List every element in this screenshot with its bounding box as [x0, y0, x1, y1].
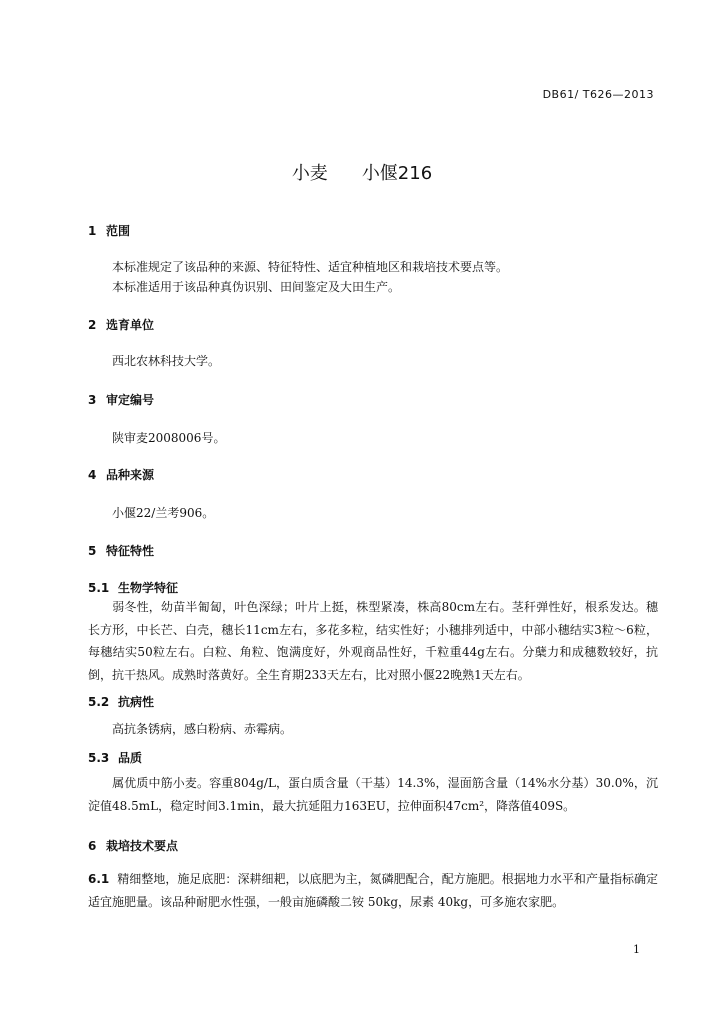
- section-number: 2: [88, 318, 97, 332]
- subsection-number: 6.1: [88, 872, 110, 886]
- page-title: [0, 159, 724, 185]
- body-paragraph: [88, 718, 658, 741]
- section-title: 栽培技术要点: [106, 839, 179, 853]
- subsection-heading-5-3: [88, 749, 142, 766]
- paragraph-text: 高抗条锈病，感白粉病、赤霉病。: [112, 722, 293, 736]
- body-line: 本标准适用于该品种真伪识别、田间鉴定及大田生产。: [112, 280, 401, 294]
- paragraph-text: 属优质中筋小麦。容重804g/L，蛋白质含量（干基）14.3%，湿面筋含量（14%水分基）30.0%，沉淀值48.5mL，稳定时间3.1min，最大抗延阻力163EU，拉伸面积47cm²，降落值409S。: [88, 776, 658, 813]
- body-line: 西北农林科技大学。: [112, 354, 221, 368]
- section-title: 品种来源: [106, 468, 155, 482]
- section-number: 6: [88, 839, 97, 853]
- section-number: 5: [88, 544, 97, 558]
- section-number: 4: [88, 468, 97, 482]
- subsection-number: 5.2: [88, 695, 110, 709]
- section-heading-2: [88, 316, 154, 333]
- section-title: 选育单位: [106, 318, 155, 332]
- subsection-title: 品质: [118, 751, 143, 765]
- body-line: 陕审麦2008006号。: [112, 431, 226, 445]
- body-line: 小偃22/兰考906。: [112, 506, 215, 520]
- section-heading-4: [88, 466, 154, 483]
- subsection-number: 5.3: [88, 751, 110, 765]
- paragraph-text: 深耕细耙，以底肥为主，氮磷肥配合，配方施肥。根据地力水平和产量指标确定适宜施肥量。该品种耐肥水性强，一般亩施磷酸二铵 50kg，尿素 40kg，可多施农家肥。: [88, 872, 658, 909]
- section-heading-1: [88, 222, 130, 239]
- title-crop: 小麦: [291, 163, 328, 184]
- section-heading-3: [88, 391, 154, 408]
- section-title: 审定编号: [106, 393, 155, 407]
- paragraph-text: 弱冬性，幼苗半匍匐，叶色深绿；叶片上挺，株型紧凑，株高80cm左右。茎秆弹性好，根系发达。穗长方形，中长芒、白壳，穗长11cm左右，多花多粒，结实性好；小穗排列适中，中部小穗结实3粒～6粒，每穗结实50粒左右。白粒、角粒、饱满度好，外观商品性好，千粒重44g左右。分蘖力和成穗数较好，抗倒，抗干热风。成熟时落黄好。全生育期233天左右，比对照小偃22晚熟1天左右。: [88, 600, 658, 683]
- body-paragraph: [88, 772, 658, 817]
- section-number: 1: [88, 224, 97, 238]
- section-heading-5: [88, 542, 154, 559]
- document-number: DB61/ T626—2013: [542, 88, 654, 101]
- subsection-heading-5-2: [88, 693, 154, 710]
- paragraph-lead: 精细整地，施足底肥：: [117, 872, 238, 886]
- page-number: 1: [633, 943, 640, 956]
- section-heading-6: [88, 837, 178, 854]
- subsection-title: 生物学特征: [118, 581, 179, 595]
- subsection-heading-5-1: [88, 579, 178, 596]
- section-title: 特征特性: [106, 544, 155, 558]
- title-variety: 小偃216: [361, 163, 433, 184]
- body-line: 本标准规定了该品种的来源、特征特性、适宜种植地区和栽培技术要点等。: [112, 260, 509, 274]
- section-title: 范围: [106, 224, 131, 238]
- subsection-title: 抗病性: [118, 695, 155, 709]
- body-paragraph: [88, 596, 658, 687]
- subsection-number: 5.1: [88, 581, 110, 595]
- section-number: 3: [88, 393, 97, 407]
- body-paragraph: [88, 868, 658, 913]
